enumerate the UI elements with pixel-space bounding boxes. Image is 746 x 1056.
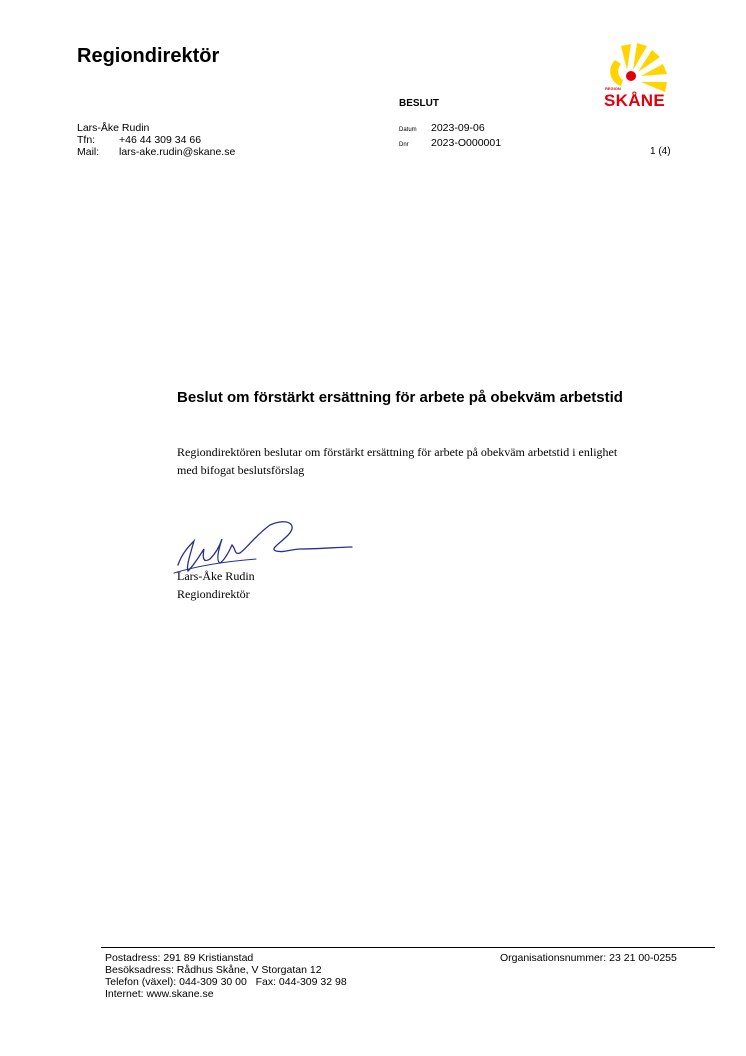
signer-block — [177, 567, 255, 603]
dnr-row — [399, 137, 501, 152]
phone-label: Tfn: — [77, 134, 96, 146]
dnr-label: Dnr — [399, 142, 409, 148]
date-row — [399, 122, 501, 137]
document-type: BESLUT — [399, 98, 439, 109]
logo-region-label: REGION — [605, 86, 621, 91]
mail-label: Mail: — [77, 146, 100, 158]
date-label: Datum — [399, 127, 417, 133]
signer-name: Lars-Åke Rudin — [177, 569, 255, 583]
meta-block — [399, 122, 501, 152]
decision-heading: Beslut om förstärkt ersättning för arbete på obekväm arbetstid — [177, 389, 623, 406]
footer-postal: Postadress: 291 89 Kristianstad — [105, 952, 254, 964]
footer-visit: Besöksadress: Rådhus Skåne, V Storgatan 12 — [105, 964, 322, 976]
footer-phone: Telefon (växel): 044-309 30 00 Fax: 044-309 32 98 — [105, 976, 347, 988]
footer-divider — [101, 947, 715, 948]
contact-mail-row — [77, 146, 235, 158]
decision-body: Regiondirektören beslutar om förstärkt ersättning för arbete på obekväm arbetstid i enlighet med bifogat beslutsförslag — [177, 445, 618, 477]
signer-title: Regiondirektör — [177, 587, 250, 601]
footer-internet[interactable]: Internet: www.skane.se — [105, 988, 214, 1000]
page-title: Regiondirektör — [77, 45, 220, 67]
dnr-value: 2023-O000001 — [431, 137, 502, 149]
contact-phone-row — [77, 134, 235, 146]
date-value: 2023-09-06 — [431, 122, 485, 134]
logo-brand: SKÅNE — [604, 91, 666, 110]
footer-org-number: Organisationsnummer: 23 21 00-0255 — [500, 952, 677, 964]
phone-value: +46 44 309 34 66 — [119, 134, 202, 146]
page-number: 1 (4) — [650, 146, 671, 157]
footer-address — [105, 952, 347, 1000]
contact-name: Lars-Åke Rudin — [77, 122, 150, 134]
contact-block — [77, 122, 235, 158]
mail-link[interactable]: lars-ake.rudin@skane.se — [119, 146, 236, 158]
